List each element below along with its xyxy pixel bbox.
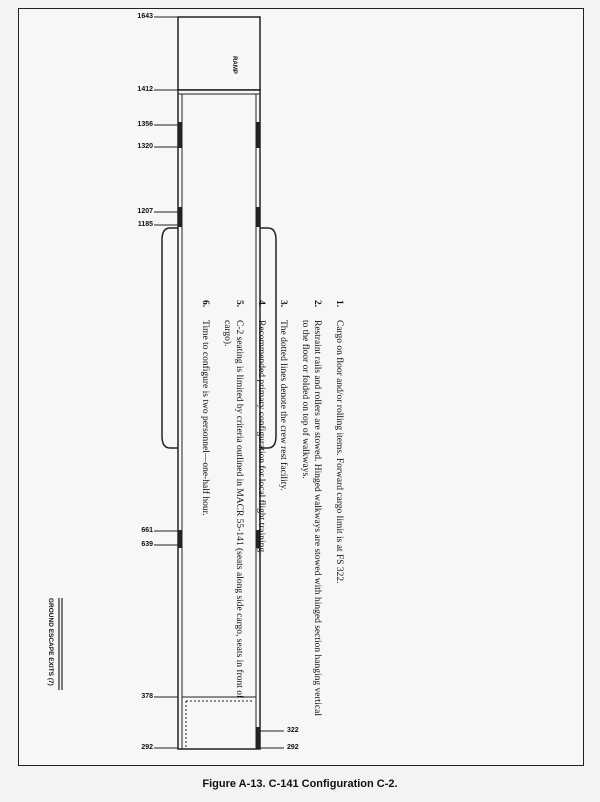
note-number: 3.: [278, 300, 288, 308]
note-number: 1.: [334, 300, 344, 308]
note-text: The dotted lines denote the crew rest facility.: [278, 320, 288, 491]
note-item: [199, 300, 211, 720]
door-mark: [256, 122, 260, 148]
note-number: 4.: [256, 300, 266, 308]
note-text: Recommended primary configuration for local flight training.: [256, 320, 266, 555]
station-label: 1185: [137, 221, 153, 228]
station-label: 1643: [137, 13, 153, 20]
ramp-section: [178, 17, 260, 90]
note-text: C-2 seating is limited by criteria outlined in MACR 55-141 (seats along side cargo, seats in front of cargo).: [222, 320, 244, 699]
note-text: Cargo on floor and/or rolling items. Forward cargo limit is at FS 322.: [334, 320, 344, 584]
note-item: [299, 300, 323, 720]
note-item: [333, 300, 345, 720]
station-label: 1320: [137, 143, 153, 150]
door-mark: [178, 207, 182, 227]
door-mark: [178, 530, 182, 548]
note-item: [255, 300, 267, 720]
notes-list: [189, 300, 345, 720]
station-label: 322: [287, 727, 299, 734]
note-number: 5.: [234, 300, 244, 308]
note-number: 2.: [312, 300, 322, 308]
figure-caption: Figure A-13. C-141 Configuration C-2.: [202, 778, 398, 790]
note-item: [221, 300, 245, 720]
station-label: 1356: [137, 121, 153, 128]
note-text: Restraint rails and rollers are stowed. Hinged walkways are stowed with hinged section hanging vertical to the floor or folded on top of walkways.: [300, 320, 322, 716]
station-label: 1412: [137, 86, 153, 93]
note-item: [277, 300, 289, 720]
note-number: 6.: [200, 300, 210, 308]
station-label: 661: [141, 527, 153, 534]
station-label: 639: [141, 541, 153, 548]
station-label: 1207: [137, 208, 153, 215]
note-text: Time to configure is two personnel—one-half hour.: [200, 320, 210, 516]
door-mark: [256, 727, 260, 749]
station-label: 292: [141, 744, 153, 751]
station-label: 292: [287, 744, 299, 751]
ramp-label: RAMP: [231, 56, 237, 74]
door-mark: [178, 122, 182, 148]
escape-exits-label: GROUND ESCAPE EXITS (7): [47, 598, 54, 686]
station-label: 378: [141, 693, 153, 700]
door-mark: [256, 207, 260, 227]
left-wheel-well: [162, 228, 178, 448]
